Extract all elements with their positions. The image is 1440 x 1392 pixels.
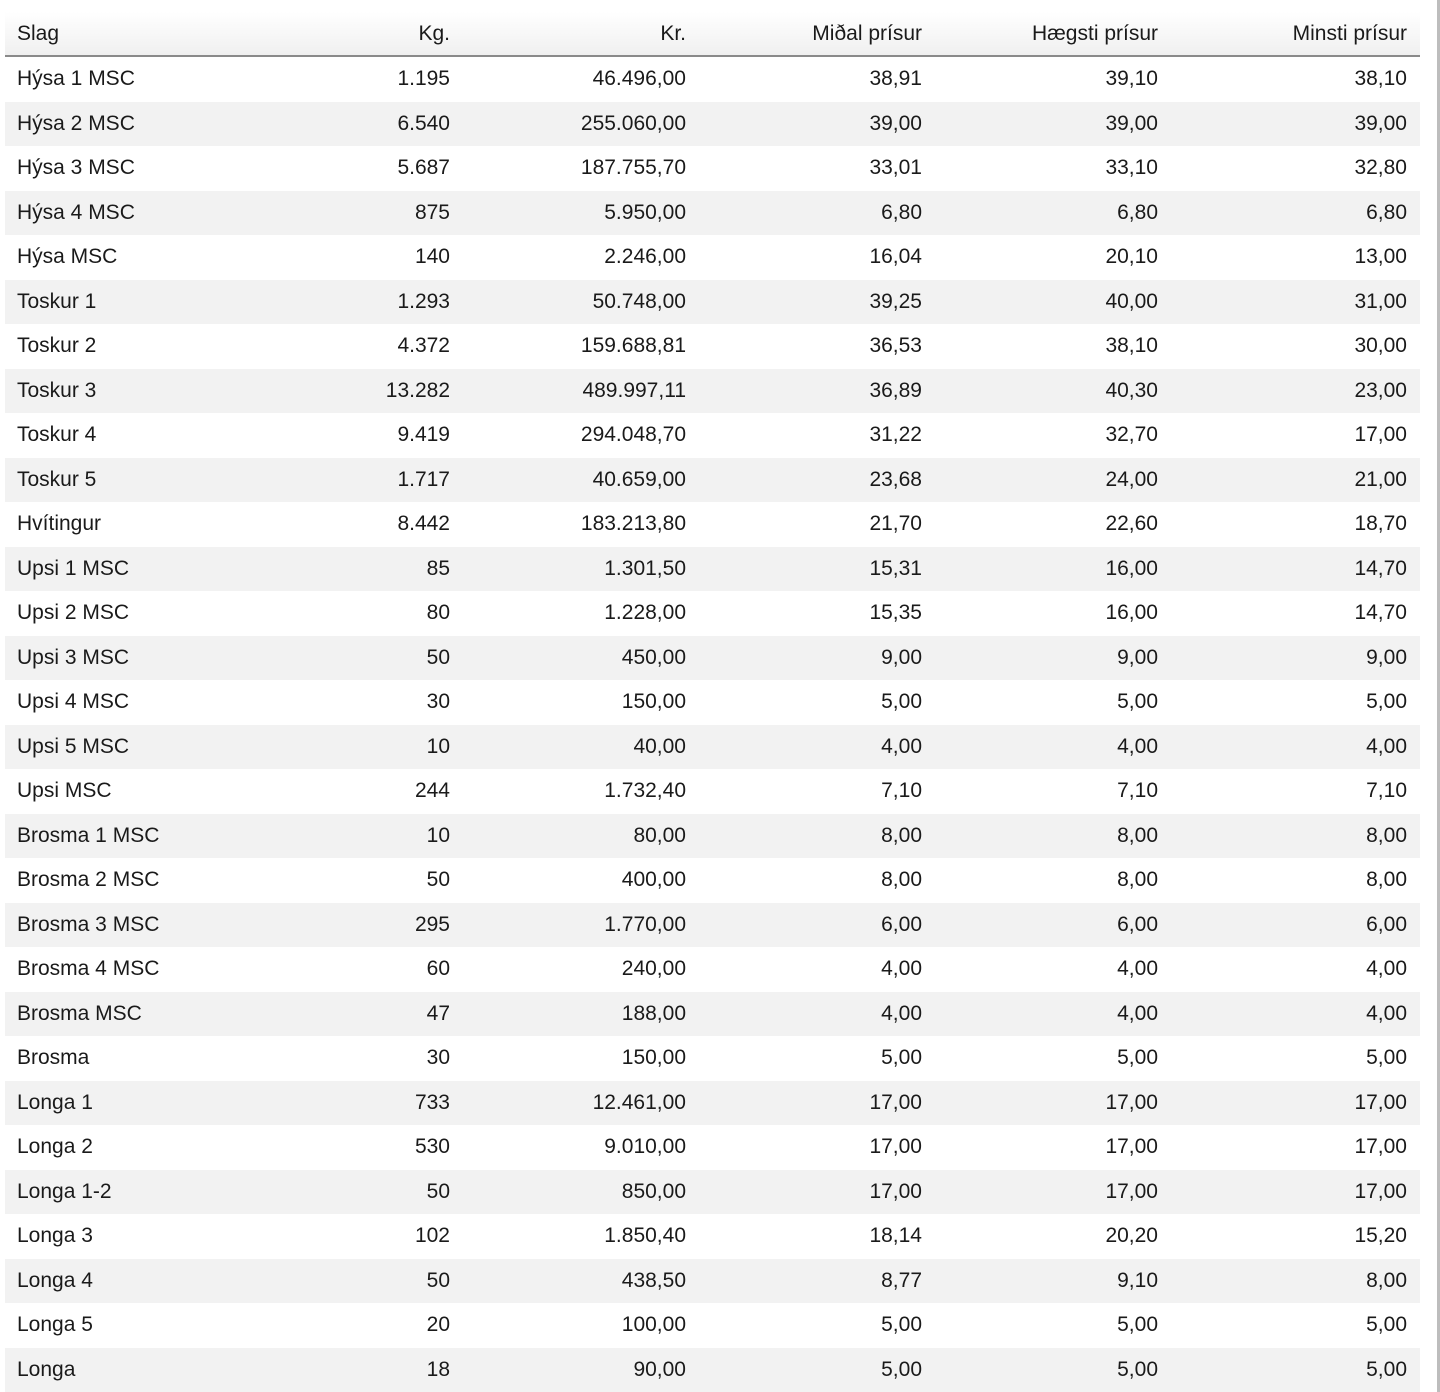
cell-kg: 50 (245, 1259, 463, 1304)
cell-lowest-price: 4,00 (1171, 947, 1420, 992)
cell-highest-price: 39,10 (935, 56, 1171, 102)
cell-lowest-price: 6,00 (1171, 903, 1420, 948)
cell-lowest-price: 39,00 (1171, 102, 1420, 147)
table-row (5, 725, 1420, 770)
cell-average-price: 5,00 (699, 1036, 935, 1081)
header-kg[interactable]: Kg. (245, 12, 463, 56)
table-row (5, 1348, 1420, 1392)
cell-lowest-price: 4,00 (1171, 992, 1420, 1037)
table-row (5, 369, 1420, 414)
cell-kr: 40.659,00 (463, 458, 699, 503)
cell-kg: 4.372 (245, 324, 463, 369)
cell-average-price: 39,00 (699, 102, 935, 147)
table-row (5, 1259, 1420, 1304)
cell-lowest-price: 6,80 (1171, 191, 1420, 236)
cell-highest-price: 5,00 (935, 1348, 1171, 1392)
cell-kr: 150,00 (463, 1036, 699, 1081)
table-header (5, 12, 1420, 56)
cell-lowest-price: 7,10 (1171, 769, 1420, 814)
cell-slag: Brosma 1 MSC (5, 814, 245, 859)
cell-kg: 60 (245, 947, 463, 992)
cell-kg: 733 (245, 1081, 463, 1126)
table-row (5, 636, 1420, 681)
table-row (5, 680, 1420, 725)
table-row (5, 1036, 1420, 1081)
cell-kg: 530 (245, 1125, 463, 1170)
cell-average-price: 23,68 (699, 458, 935, 503)
cell-kg: 30 (245, 680, 463, 725)
cell-slag: Hýsa 1 MSC (5, 56, 245, 102)
cell-slag: Upsi 3 MSC (5, 636, 245, 681)
cell-highest-price: 39,00 (935, 102, 1171, 147)
cell-highest-price: 20,20 (935, 1214, 1171, 1259)
cell-slag: Toskur 2 (5, 324, 245, 369)
cell-average-price: 9,00 (699, 636, 935, 681)
cell-kr: 80,00 (463, 814, 699, 859)
cell-kr: 12.461,00 (463, 1081, 699, 1126)
cell-slag: Upsi MSC (5, 769, 245, 814)
cell-kg: 30 (245, 1036, 463, 1081)
cell-average-price: 5,00 (699, 680, 935, 725)
cell-average-price: 6,80 (699, 191, 935, 236)
price-table (5, 12, 1420, 1392)
cell-highest-price: 6,00 (935, 903, 1171, 948)
cell-kg: 244 (245, 769, 463, 814)
cell-lowest-price: 14,70 (1171, 591, 1420, 636)
cell-highest-price: 8,00 (935, 814, 1171, 859)
cell-average-price: 5,00 (699, 1303, 935, 1348)
table-row (5, 413, 1420, 458)
cell-average-price: 17,00 (699, 1170, 935, 1215)
cell-lowest-price: 13,00 (1171, 235, 1420, 280)
cell-slag: Toskur 4 (5, 413, 245, 458)
cell-kr: 9.010,00 (463, 1125, 699, 1170)
cell-kg: 20 (245, 1303, 463, 1348)
cell-highest-price: 16,00 (935, 591, 1171, 636)
table-row (5, 102, 1420, 147)
cell-kg: 47 (245, 992, 463, 1037)
cell-kg: 875 (245, 191, 463, 236)
cell-kr: 1.732,40 (463, 769, 699, 814)
table-row (5, 547, 1420, 592)
cell-average-price: 16,04 (699, 235, 935, 280)
cell-average-price: 15,35 (699, 591, 935, 636)
cell-kg: 9.419 (245, 413, 463, 458)
cell-kg: 10 (245, 814, 463, 859)
cell-kg: 5.687 (245, 146, 463, 191)
cell-kr: 159.688,81 (463, 324, 699, 369)
cell-slag: Longa 2 (5, 1125, 245, 1170)
table-row (5, 947, 1420, 992)
cell-kr: 489.997,11 (463, 369, 699, 414)
cell-kr: 1.301,50 (463, 547, 699, 592)
cell-kr: 50.748,00 (463, 280, 699, 325)
cell-kr: 100,00 (463, 1303, 699, 1348)
cell-highest-price: 40,00 (935, 280, 1171, 325)
cell-average-price: 4,00 (699, 992, 935, 1037)
table-row (5, 1303, 1420, 1348)
cell-lowest-price: 23,00 (1171, 369, 1420, 414)
cell-highest-price: 38,10 (935, 324, 1171, 369)
header-average-price[interactable]: Miðal prísur (699, 12, 935, 56)
cell-kg: 140 (245, 235, 463, 280)
cell-kr: 183.213,80 (463, 502, 699, 547)
cell-average-price: 8,77 (699, 1259, 935, 1304)
cell-kg: 10 (245, 725, 463, 770)
cell-slag: Toskur 5 (5, 458, 245, 503)
cell-slag: Brosma 3 MSC (5, 903, 245, 948)
cell-kr: 1.850,40 (463, 1214, 699, 1259)
cell-lowest-price: 4,00 (1171, 725, 1420, 770)
price-table-container (5, 12, 1420, 1392)
cell-highest-price: 17,00 (935, 1081, 1171, 1126)
cell-slag: Longa (5, 1348, 245, 1392)
cell-highest-price: 5,00 (935, 680, 1171, 725)
cell-lowest-price: 8,00 (1171, 1259, 1420, 1304)
cell-lowest-price: 17,00 (1171, 1125, 1420, 1170)
cell-average-price: 39,25 (699, 280, 935, 325)
cell-highest-price: 40,30 (935, 369, 1171, 414)
cell-highest-price: 20,10 (935, 235, 1171, 280)
cell-highest-price: 6,80 (935, 191, 1171, 236)
cell-lowest-price: 5,00 (1171, 680, 1420, 725)
cell-slag: Hvítingur (5, 502, 245, 547)
table-row (5, 1170, 1420, 1215)
table-row (5, 1214, 1420, 1259)
table-row (5, 280, 1420, 325)
table-row (5, 1081, 1420, 1126)
cell-slag: Toskur 3 (5, 369, 245, 414)
cell-average-price: 36,53 (699, 324, 935, 369)
cell-kg: 18 (245, 1348, 463, 1392)
cell-slag: Upsi 1 MSC (5, 547, 245, 592)
header-kr[interactable]: Kr. (463, 12, 699, 56)
table-row (5, 769, 1420, 814)
cell-kr: 255.060,00 (463, 102, 699, 147)
header-slag[interactable]: Slag (5, 12, 245, 56)
table-row (5, 235, 1420, 280)
cell-highest-price: 4,00 (935, 992, 1171, 1037)
cell-slag: Longa 1 (5, 1081, 245, 1126)
cell-kg: 102 (245, 1214, 463, 1259)
table-row (5, 324, 1420, 369)
cell-kr: 40,00 (463, 725, 699, 770)
cell-lowest-price: 31,00 (1171, 280, 1420, 325)
cell-highest-price: 4,00 (935, 725, 1171, 770)
cell-highest-price: 7,10 (935, 769, 1171, 814)
cell-slag: Hýsa 3 MSC (5, 146, 245, 191)
cell-kr: 187.755,70 (463, 146, 699, 191)
table-row (5, 458, 1420, 503)
cell-kr: 5.950,00 (463, 191, 699, 236)
cell-lowest-price: 32,80 (1171, 146, 1420, 191)
cell-average-price: 38,91 (699, 56, 935, 102)
cell-highest-price: 17,00 (935, 1170, 1171, 1215)
cell-average-price: 21,70 (699, 502, 935, 547)
cell-lowest-price: 38,10 (1171, 56, 1420, 102)
cell-kg: 6.540 (245, 102, 463, 147)
cell-kr: 46.496,00 (463, 56, 699, 102)
table-row (5, 191, 1420, 236)
cell-highest-price: 5,00 (935, 1036, 1171, 1081)
cell-lowest-price: 5,00 (1171, 1036, 1420, 1081)
cell-lowest-price: 5,00 (1171, 1348, 1420, 1392)
table-row (5, 146, 1420, 191)
cell-kg: 1.293 (245, 280, 463, 325)
cell-highest-price: 9,10 (935, 1259, 1171, 1304)
cell-highest-price: 22,60 (935, 502, 1171, 547)
cell-highest-price: 32,70 (935, 413, 1171, 458)
cell-slag: Upsi 5 MSC (5, 725, 245, 770)
cell-average-price: 8,00 (699, 858, 935, 903)
cell-lowest-price: 5,00 (1171, 1303, 1420, 1348)
table-row (5, 903, 1420, 948)
cell-lowest-price: 14,70 (1171, 547, 1420, 592)
cell-average-price: 5,00 (699, 1348, 935, 1392)
cell-average-price: 4,00 (699, 947, 935, 992)
cell-highest-price: 8,00 (935, 858, 1171, 903)
cell-average-price: 17,00 (699, 1125, 935, 1170)
cell-highest-price: 4,00 (935, 947, 1171, 992)
cell-lowest-price: 21,00 (1171, 458, 1420, 503)
cell-kg: 80 (245, 591, 463, 636)
cell-average-price: 8,00 (699, 814, 935, 859)
cell-average-price: 7,10 (699, 769, 935, 814)
cell-lowest-price: 17,00 (1171, 1170, 1420, 1215)
table-row (5, 858, 1420, 903)
cell-kr: 400,00 (463, 858, 699, 903)
cell-kr: 450,00 (463, 636, 699, 681)
cell-lowest-price: 8,00 (1171, 814, 1420, 859)
cell-kr: 240,00 (463, 947, 699, 992)
cell-lowest-price: 17,00 (1171, 1081, 1420, 1126)
cell-slag: Upsi 4 MSC (5, 680, 245, 725)
cell-kr: 850,00 (463, 1170, 699, 1215)
cell-average-price: 33,01 (699, 146, 935, 191)
cell-slag: Hýsa MSC (5, 235, 245, 280)
cell-lowest-price: 30,00 (1171, 324, 1420, 369)
cell-highest-price: 17,00 (935, 1125, 1171, 1170)
cell-kg: 50 (245, 1170, 463, 1215)
cell-slag: Brosma 4 MSC (5, 947, 245, 992)
cell-lowest-price: 17,00 (1171, 413, 1420, 458)
cell-slag: Toskur 1 (5, 280, 245, 325)
cell-slag: Hýsa 4 MSC (5, 191, 245, 236)
cell-kr: 438,50 (463, 1259, 699, 1304)
cell-slag: Hýsa 2 MSC (5, 102, 245, 147)
cell-highest-price: 16,00 (935, 547, 1171, 592)
table-row (5, 1125, 1420, 1170)
cell-kr: 2.246,00 (463, 235, 699, 280)
cell-kg: 8.442 (245, 502, 463, 547)
cell-highest-price: 9,00 (935, 636, 1171, 681)
cell-kg: 85 (245, 547, 463, 592)
table-body (5, 56, 1420, 1392)
cell-lowest-price: 18,70 (1171, 502, 1420, 547)
cell-kr: 90,00 (463, 1348, 699, 1392)
table-row (5, 502, 1420, 547)
cell-slag: Longa 4 (5, 1259, 245, 1304)
cell-slag: Brosma 2 MSC (5, 858, 245, 903)
cell-kg: 295 (245, 903, 463, 948)
cell-kr: 294.048,70 (463, 413, 699, 458)
cell-highest-price: 33,10 (935, 146, 1171, 191)
cell-slag: Brosma (5, 1036, 245, 1081)
cell-kg: 50 (245, 636, 463, 681)
cell-average-price: 18,14 (699, 1214, 935, 1259)
cell-kg: 50 (245, 858, 463, 903)
cell-lowest-price: 8,00 (1171, 858, 1420, 903)
cell-lowest-price: 9,00 (1171, 636, 1420, 681)
table-row (5, 56, 1420, 102)
cell-kr: 188,00 (463, 992, 699, 1037)
cell-kr: 1.770,00 (463, 903, 699, 948)
cell-slag: Longa 5 (5, 1303, 245, 1348)
cell-average-price: 17,00 (699, 1081, 935, 1126)
cell-kg: 1.195 (245, 56, 463, 102)
cell-average-price: 4,00 (699, 725, 935, 770)
cell-kr: 150,00 (463, 680, 699, 725)
header-row (5, 12, 1420, 56)
cell-slag: Longa 1-2 (5, 1170, 245, 1215)
header-lowest-price[interactable]: Minsti prísur (1171, 12, 1420, 56)
cell-average-price: 36,89 (699, 369, 935, 414)
cell-slag: Upsi 2 MSC (5, 591, 245, 636)
cell-slag: Longa 3 (5, 1214, 245, 1259)
cell-slag: Brosma MSC (5, 992, 245, 1037)
cell-average-price: 6,00 (699, 903, 935, 948)
cell-lowest-price: 15,20 (1171, 1214, 1420, 1259)
header-highest-price[interactable]: Hægsti prísur (935, 12, 1171, 56)
table-row (5, 591, 1420, 636)
cell-average-price: 15,31 (699, 547, 935, 592)
table-row (5, 992, 1420, 1037)
cell-kg: 1.717 (245, 458, 463, 503)
cell-kr: 1.228,00 (463, 591, 699, 636)
cell-highest-price: 5,00 (935, 1303, 1171, 1348)
table-row (5, 814, 1420, 859)
cell-highest-price: 24,00 (935, 458, 1171, 503)
cell-average-price: 31,22 (699, 413, 935, 458)
cell-kg: 13.282 (245, 369, 463, 414)
